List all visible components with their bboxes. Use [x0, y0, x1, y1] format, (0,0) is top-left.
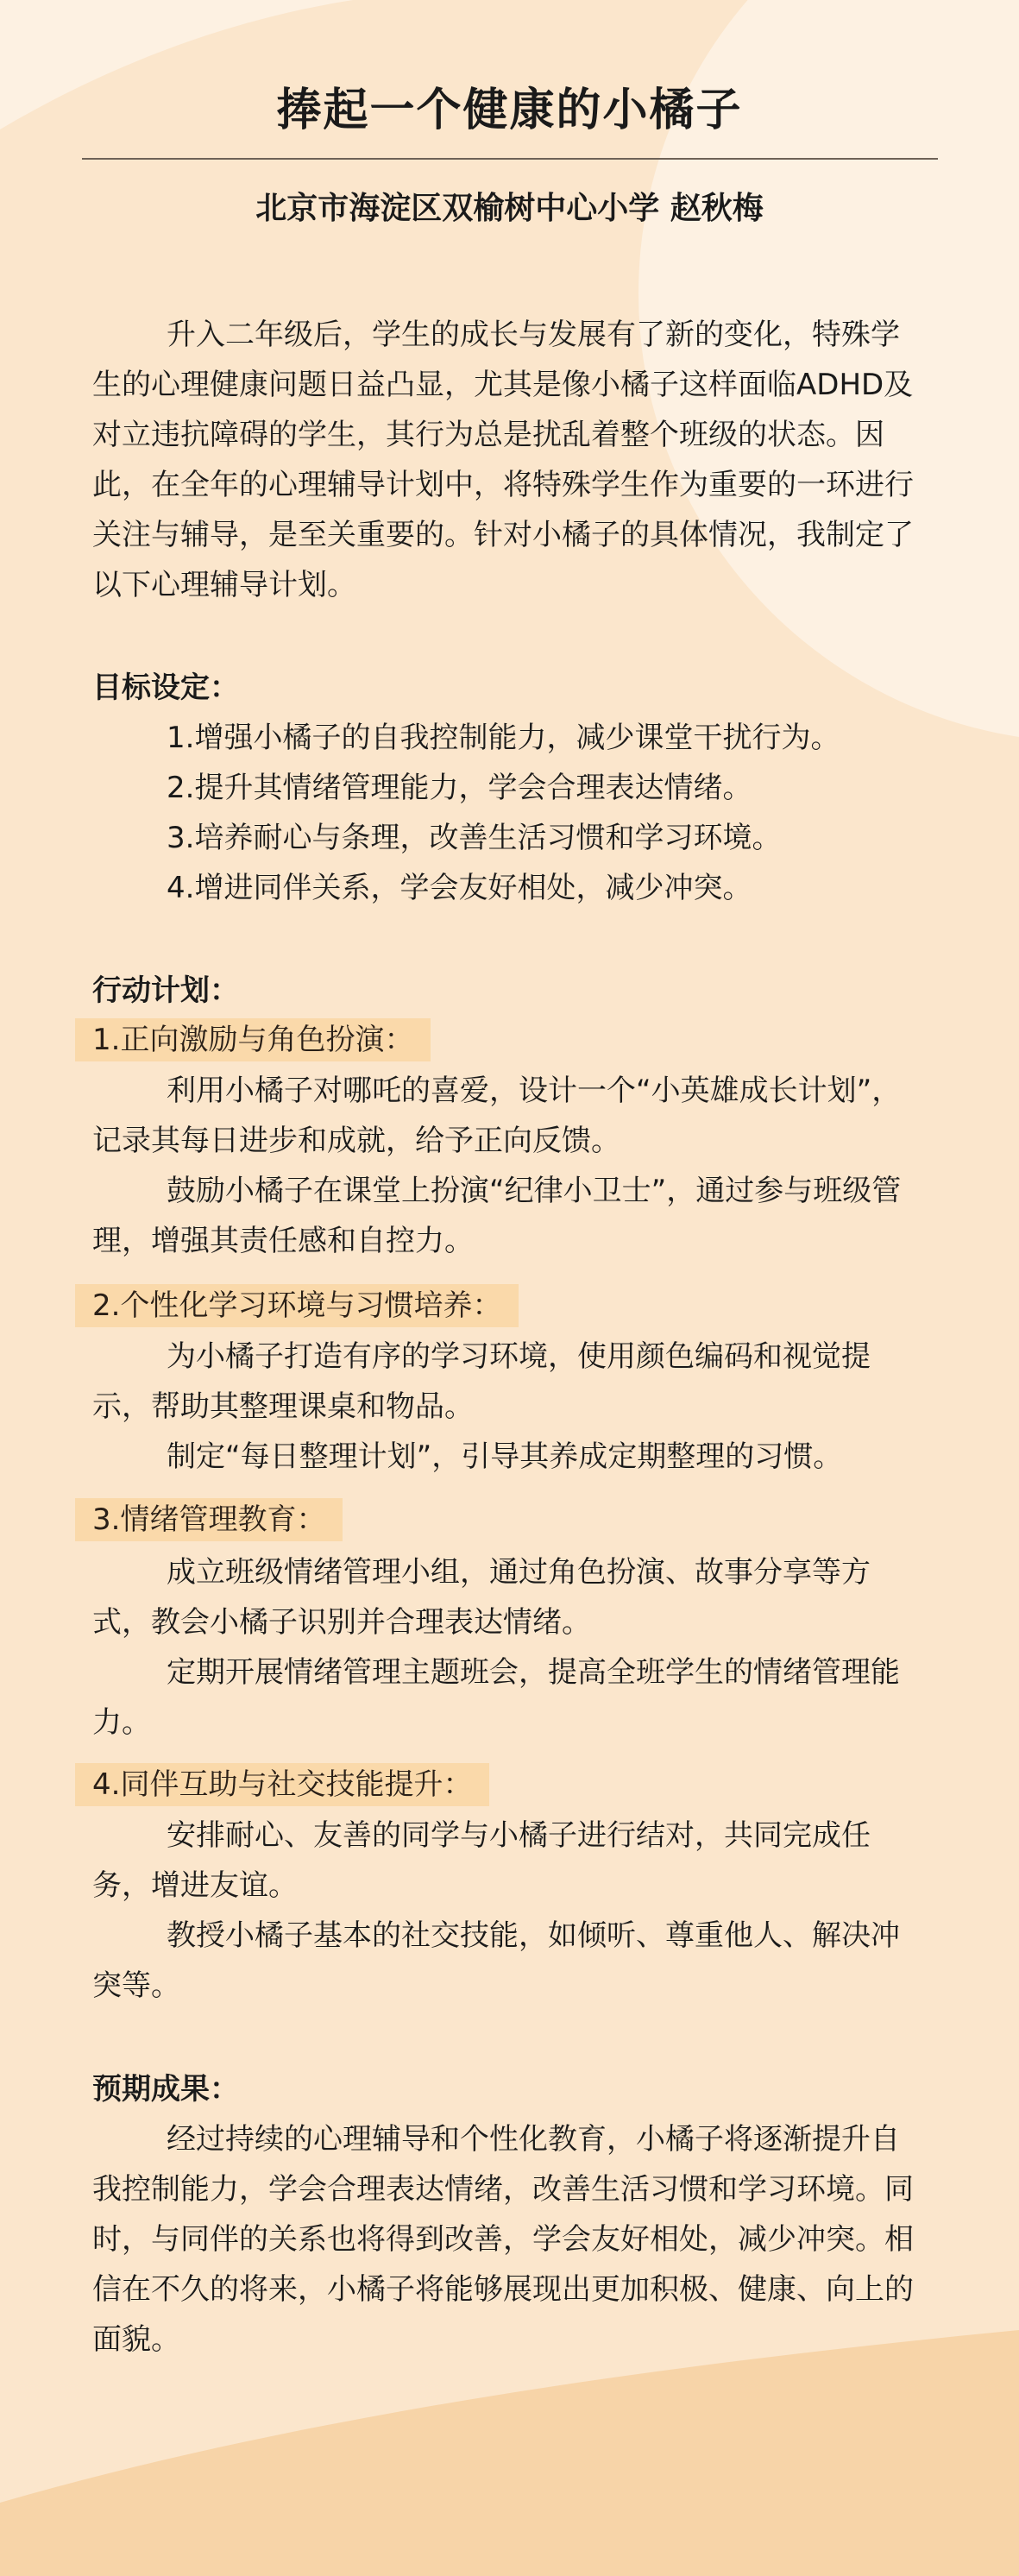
plan-section-label: 4.同伴互助与社交技能提升：: [75, 1763, 489, 1806]
plan-paragraph: 成立班级情绪管理小组，通过角色扮演、故事分享等方式，教会小橘子识别并合理表达情绪。: [92, 1555, 871, 1640]
plan-section-label: 1.正向激励与角色扮演：: [75, 1018, 431, 1061]
plan-paragraph: 鼓励小橘子在课堂上扮演“纪律小卫士”，通过参与班级管理，增强其责任感和自控力。: [92, 1174, 902, 1258]
plan-section-body: [92, 1332, 916, 1482]
plan-section-body: [92, 1811, 916, 2011]
goal-item: 2.提升其情绪管理能力，学会合理表达情绪。: [167, 771, 752, 805]
plan-heading-block: [92, 966, 916, 1016]
outcome-paragraph: 经过持续的心理辅导和个性化教育，小橘子将逐渐提升自我控制能力，学会合理表达情绪，改善生活习惯和学习环境。同时，与同伴的关系也将得到改善，学会友好相处，减少冲突。相信在不久的将来，小橘子将能够展现出更加积极、健康、向上的面貌。: [92, 2122, 914, 2357]
goals-heading: 目标设定：: [92, 671, 239, 705]
title-divider: [82, 158, 938, 160]
plan-paragraph: 安排耐心、友善的同学与小橘子进行结对，共同完成任务，增进友谊。: [92, 1818, 871, 1903]
plan-paragraph: 教授小橘子基本的社交技能，如倾听、尊重他人、解决冲突等。: [92, 1918, 900, 2003]
goal-item: 1.增强小橘子的自我控制能力，减少课堂干扰行为。: [167, 721, 840, 755]
plan-section-body: [92, 1066, 916, 1266]
plan-section-label: 2.个性化学习环境与习惯培养：: [75, 1284, 519, 1327]
plan-paragraph: 利用小橘子对哪吒的喜爱，设计一个“小英雄成长计划”，记录其每日进步和成就，给予正向反馈。: [92, 1074, 902, 1158]
plan-paragraph: 制定“每日整理计划”，引导其养成定期整理的习惯。: [167, 1439, 843, 1474]
goal-item: 4.增进同伴关系，学会友好相处，减少冲突。: [167, 871, 752, 905]
page-title: 捧起一个健康的小橘子: [276, 85, 743, 136]
outcome-heading: 预期成果：: [92, 2072, 239, 2107]
plan-section-body: [92, 1547, 916, 1748]
plan-heading: 行动计划：: [92, 973, 239, 1008]
plan-section-label: 3.情绪管理教育：: [75, 1498, 343, 1541]
goals-section: [92, 663, 916, 913]
intro-block: [92, 310, 916, 610]
intro-paragraph: 升入二年级后，学生的成长与发展有了新的变化，特殊学生的心理健康问题日益凸显，尤其是像小橘子这样面临ADHD及对立违抗障碍的学生，其行为总是扰乱着整个班级的状态。因此，在全年的心理辅导计划中，将特殊学生作为重要的一环进行关注与辅导，是至关重要的。针对小橘子的具体情况，我制定了以下心理辅导计划。: [92, 318, 914, 602]
plan-paragraph: 为小橘子打造有序的学习环境，使用颜色编码和视觉提示，帮助其整理课桌和物品。: [92, 1339, 871, 1424]
plan-paragraph: 定期开展情绪管理主题班会，提高全班学生的情绪管理能力。: [92, 1655, 900, 1740]
author-line: 北京市海淀区双榆树中心小学 赵秋梅: [255, 191, 764, 226]
goal-item: 3.培养耐心与条理，改善生活习惯和学习环境。: [167, 821, 782, 855]
outcome-section: [92, 2064, 916, 2365]
